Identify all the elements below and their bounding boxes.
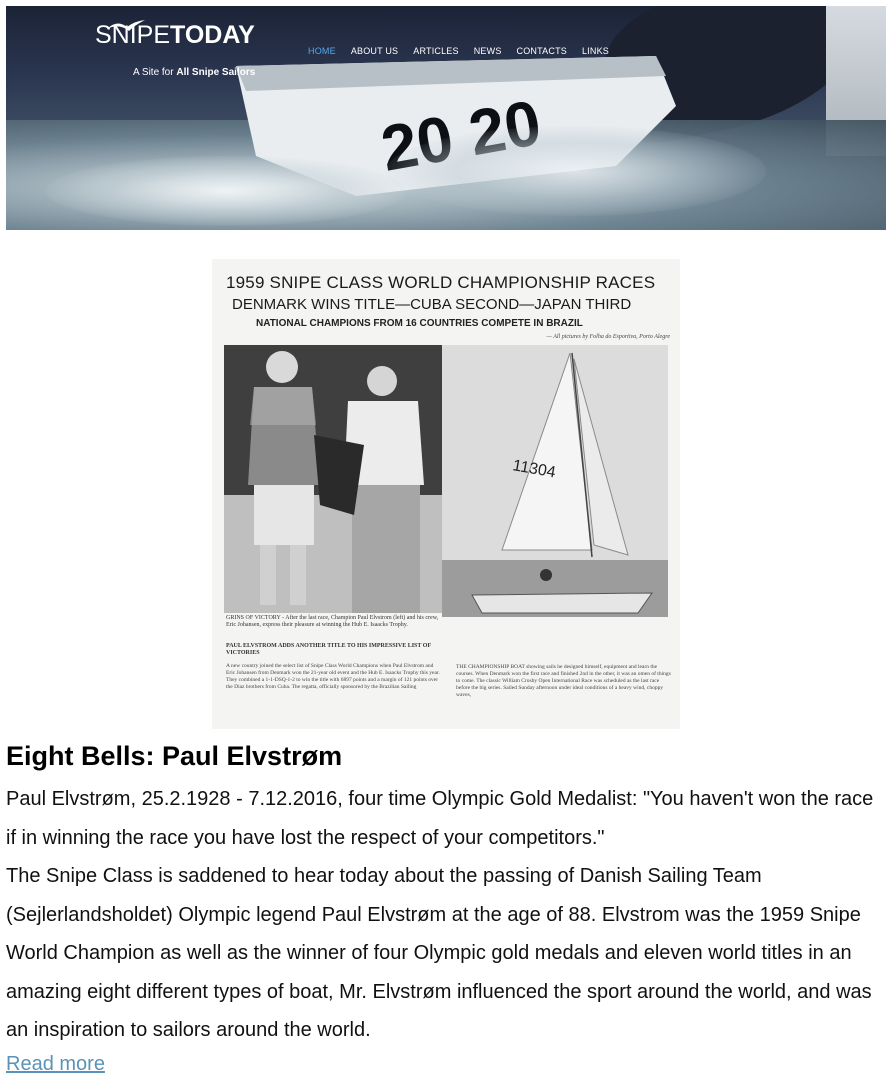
nav-contacts[interactable]: CONTACTS: [516, 46, 567, 56]
nav-news[interactable]: NEWS: [473, 46, 502, 56]
article-title: Eight Bells: Paul Elvstrøm: [6, 741, 343, 771]
banner-sail-number: 20 20: [375, 86, 547, 185]
newspaper-clipping-image: [212, 259, 680, 729]
clipping-boat-caption: THE CHAMPIONSHIP BOAT showing sails he designed himself, equipment and learn the courses. When Denmark won the first race and finished 2nd in the other, it was an omen of things to come. The classic William Crosby Open International Race was scheduled as the last race before the big series. Sailed Sunday afternoon under ideal conditions of a heavy wind, choppy waves,: [456, 664, 671, 698]
nav-articles[interactable]: ARTICLES: [413, 46, 459, 56]
clipping-deck: NATIONAL CHAMPIONS FROM 16 COUNTRIES COMPETE IN BRAZIL: [256, 318, 583, 329]
sailboat-number: 11304: [511, 457, 557, 482]
clipping-subheadline: DENMARK WINS TITLE—CUBA SECOND—JAPAN THIRD: [232, 296, 632, 313]
logo-wordmark: SNIPETODAY: [95, 21, 255, 49]
main-nav: [308, 46, 609, 56]
clipping-subhead: PAUL ELVSTROM ADDS ANOTHER TITLE TO HIS IMPRESSIVE LIST OF VICTORIES: [226, 643, 431, 656]
clipping-photo-credit: — All pictures by Folha do Esportiva, Porto Alegre: [546, 334, 670, 340]
nav-about-us[interactable]: ABOUT US: [350, 46, 399, 56]
clipping-photo-caption: GRINS OF VICTORY - After the last race, Champion Paul Elvstrom (left) and his crew, Eric Johansen, express their pleasure at winning the Hub E. Isaacks Trophy.: [226, 615, 439, 628]
nav-links[interactable]: LINKS: [581, 46, 609, 56]
sailboat-photo: [442, 345, 668, 617]
sailors-photo: [224, 345, 442, 613]
clipping-headline: 1959 SNIPE CLASS WORLD CHAMPIONSHIP RACES: [226, 273, 656, 292]
article-paragraph-quote: Paul Elvstrøm, 25.2.1928 - 7.12.2016, four time Olympic Gold Medalist: "You haven't won the race if in winning the race you have lost the respect of your competitors.": [6, 788, 874, 849]
read-more-link[interactable]: Read more: [6, 1053, 105, 1075]
header-banner: [6, 6, 886, 230]
site-logo[interactable]: [95, 21, 256, 78]
logo-tagline: A Site for All Snipe Sailors: [133, 67, 256, 78]
article-body: [6, 780, 884, 1050]
nav-home[interactable]: HOME: [308, 46, 336, 56]
banner-spray: [386, 126, 766, 216]
banner-spray: [46, 156, 406, 226]
seagull-icon: [105, 19, 147, 33]
clipping-article-text: A new country joined the select list of Snipe Class World Champions when Paul Elvstrom and Eric Johansen from Denmark won the 21-year old event and the Hub E. Isaacks Trophy this year. They combined a 1-1-DSQ-1-2 to win the title with 6897 points and a margin of 121 points over the Diaz brothers from Cuba. The regatta, officially sponsored by the Brazilian Sailing: [226, 663, 440, 690]
article-paragraph-main: The Snipe Class is saddened to hear today about the passing of Danish Sailing Team (Sejlerlandsholdet) Olympic legend Paul Elvstrøm at the age of 88. Elvstrom was the 1959 Snipe World Champion as well as the winner of four Olympic gold medals and eleven world titles in an amazing eight different types of boat, Mr. Elvstrøm influenced the sport around the world, and was an inspiration to sailors around the world.: [6, 865, 872, 1041]
